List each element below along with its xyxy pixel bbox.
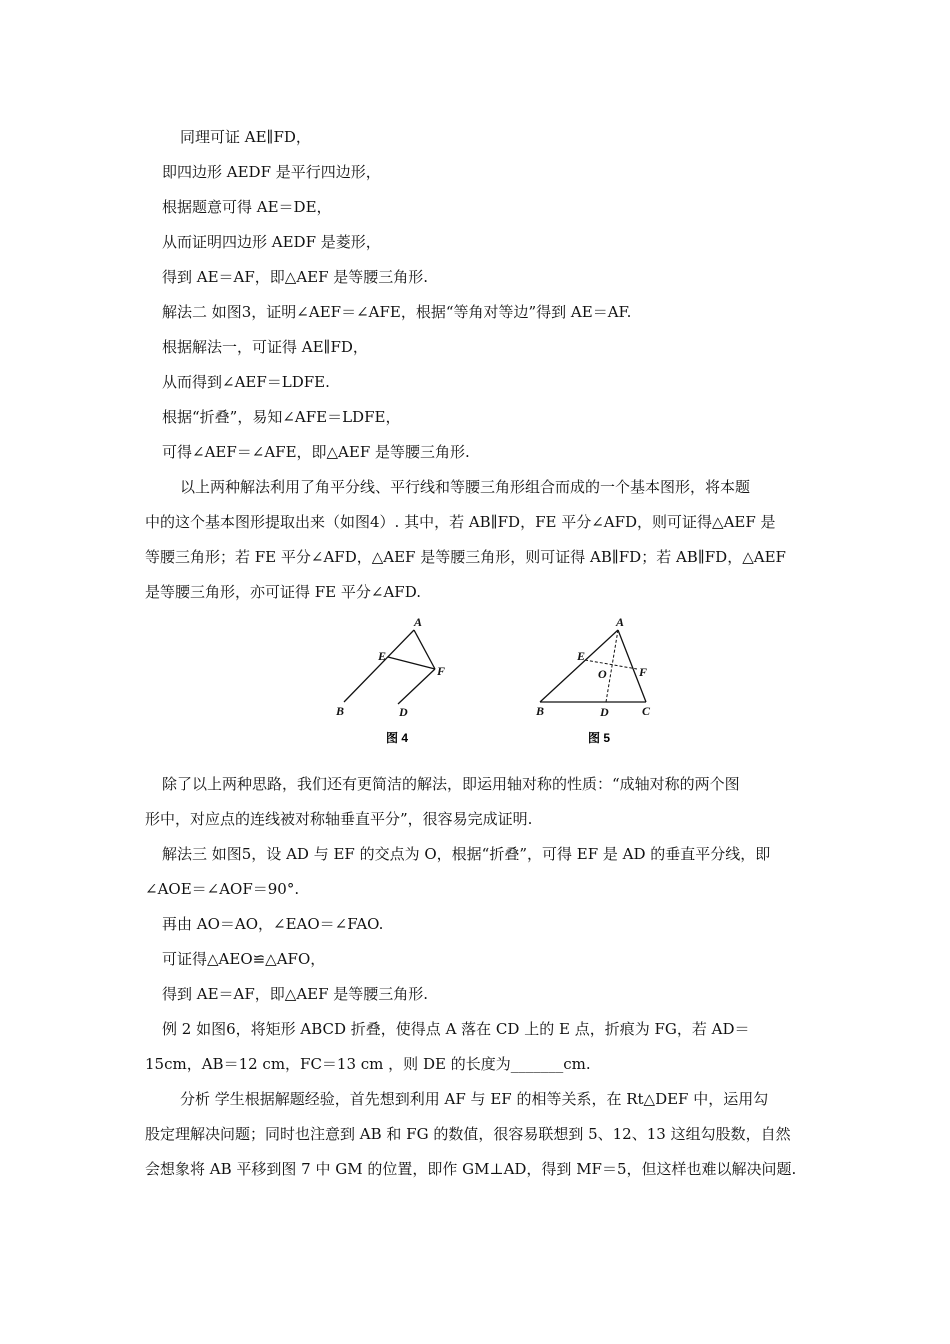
text-line: 根据“折叠”，易知∠AFE＝LDFE， — [162, 408, 401, 426]
fig5-label-e: E — [577, 649, 586, 663]
fig4-label-f: F — [437, 664, 446, 678]
figures — [320, 612, 660, 752]
text-line: 根据题意可得 AE＝DE， — [162, 198, 332, 216]
text-line: 15cm，AB＝12 cm，FC＝13 cm ，则 DE 的长度为_______cm. — [145, 1055, 591, 1073]
fig4-line-ab — [344, 630, 414, 702]
fig4-caption: 图 4 — [386, 731, 409, 745]
text-line: 同理可证 AE∥FD， — [180, 128, 311, 146]
text-line: 可得∠AEF＝∠AFE，即△AEF 是等腰三角形. — [162, 443, 470, 461]
text-line: 再由 AO＝AO，∠EAO＝∠FAO. — [162, 915, 384, 933]
text-line: 中的这个基本图形提取出来（如图4）. 其中，若 AB∥FD，FE 平分∠AFD，则可证得△AEF 是 — [145, 513, 776, 531]
text-line: 解法二 如图3，证明∠AEF＝∠AFE，根据“等角对等边”得到 AE＝AF. — [162, 303, 632, 321]
text-line: 形中，对应点的连线被对称轴垂直平分”，很容易完成证明. — [145, 810, 533, 828]
text-line: 得到 AE＝AF，即△AEF 是等腰三角形. — [162, 268, 429, 286]
text-line: 从而证明四边形 AEDF 是菱形， — [162, 233, 381, 251]
fig4-label-e: E — [378, 649, 387, 663]
text-line: 例 2 如图6，将矩形 ABCD 折叠，使得点 A 落在 CD 上的 E 点，折痕为 FG，若 AD＝ — [162, 1020, 750, 1038]
text-line: 从而得到∠AEF＝LDFE. — [162, 373, 330, 391]
text-line: ∠AOE＝∠AOF＝90°. — [145, 880, 300, 898]
fig5-label-c: C — [642, 704, 651, 718]
fig5-label-o: O — [598, 667, 607, 681]
fig4-label-d: D — [399, 705, 408, 719]
fig4-line-fd — [398, 669, 435, 704]
fig5-label-f: F — [639, 665, 648, 679]
fig4-label-b: B — [336, 704, 345, 718]
fig4-line-ef — [388, 657, 435, 669]
text-line: 会想象将 AB 平移到图 7 中 GM 的位置，即作 GM⊥AD，得到 MF＝5，但这样也难以解决问题. — [145, 1160, 797, 1178]
fig4-line-af — [414, 630, 435, 669]
text-line: 等腰三角形；若 FE 平分∠AFD，△AEF 是等腰三角形，则可证得 AB∥FD；若 AB∥FD，△AEF — [145, 548, 786, 566]
text-line: 得到 AE＝AF，即△AEF 是等腰三角形. — [162, 985, 429, 1003]
fig5-caption: 图 5 — [588, 731, 611, 745]
fig4-label-a: A — [414, 615, 423, 629]
text-line: 根据解法一，可证得 AE∥FD， — [162, 338, 368, 356]
text-line: 解法三 如图5，设 AD 与 EF 的交点为 O，根据“折叠”，可得 EF 是 AD 的垂直平分线，即 — [162, 845, 771, 863]
text-line: 是等腰三角形，亦可证得 FE 平分∠AFD. — [145, 583, 421, 601]
fig5-line-ad — [606, 630, 618, 702]
text-line: 除了以上两种思路，我们还有更简洁的解法，即运用轴对称的性质：“成轴对称的两个图 — [162, 775, 740, 793]
fig5-label-b: B — [536, 704, 545, 718]
fig5-line-ef — [585, 660, 637, 669]
text-line: 分析 学生根据解题经验，首先想到利用 AF 与 EF 的相等关系，在 Rt△DEF 中，运用勾 — [180, 1090, 769, 1108]
text-line: 以上两种解法利用了角平分线、平行线和等腰三角形组合而成的一个基本图形，将本题 — [180, 478, 751, 496]
text-line: 即四边形 AEDF 是平行四边形， — [162, 163, 381, 181]
fig5-label-a: A — [616, 615, 625, 629]
fig5-label-d: D — [600, 705, 609, 719]
text-line: 股定理解决问题；同时也注意到 AB 和 FG 的数值，很容易联想到 5、12、13 这组勾股数，自然 — [145, 1125, 791, 1143]
fig5-line-ab — [540, 630, 618, 702]
text-line: 可证得△AEO≌△AFO， — [162, 950, 326, 968]
geometry-figures — [320, 612, 660, 752]
